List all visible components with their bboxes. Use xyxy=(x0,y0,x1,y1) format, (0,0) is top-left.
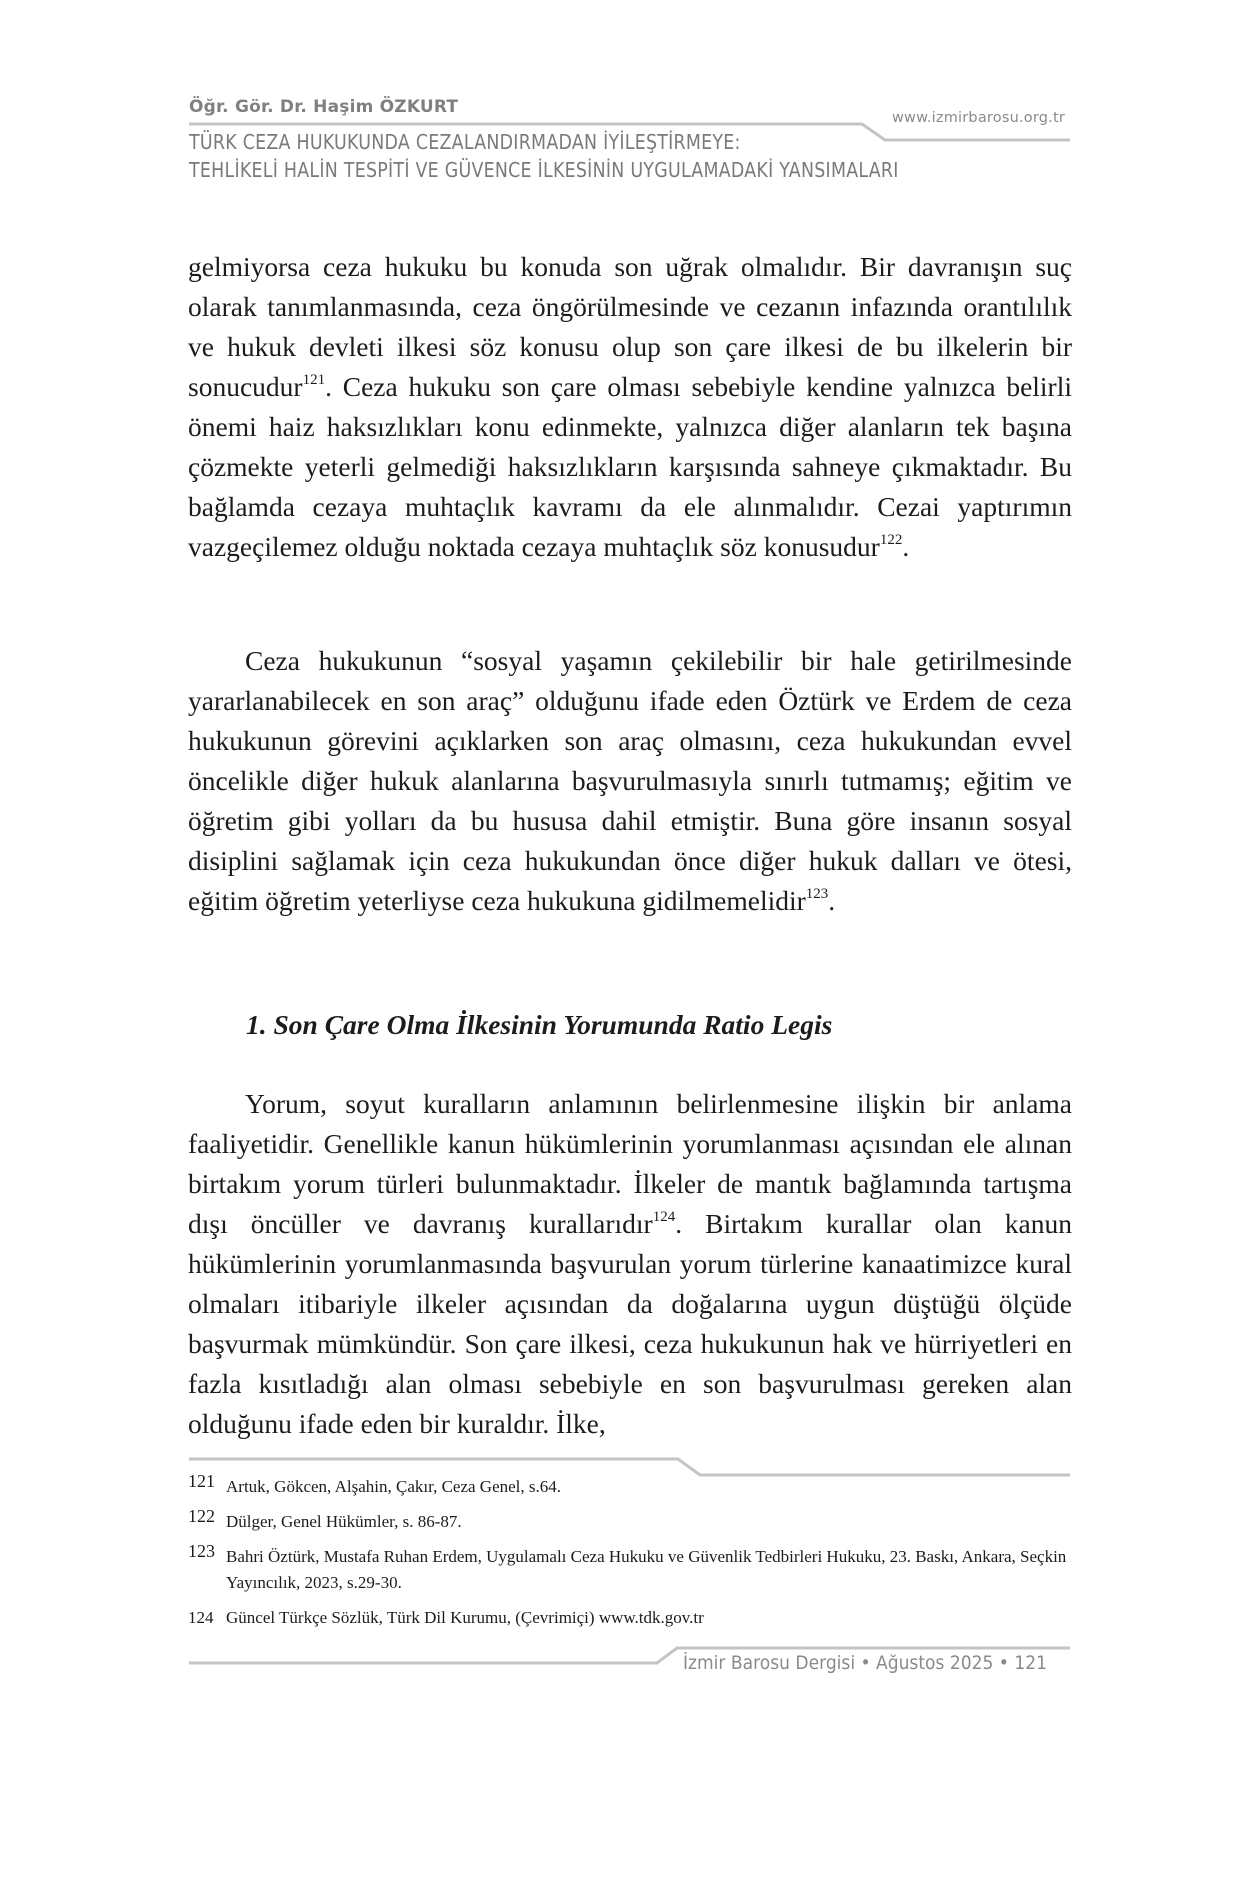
paragraph-text: . Ceza hukuku son çare olması sebebiyle kendine yalnızca belirli önemi haiz haksızlıkları konu edinmekte, yalnızca diğer alanların tek başına çözmekte yeterli gelmediği haksızlıkların karşısında sahneye çıkmaktadır. Bu bağlamda cezaya muhtaçlık kavramı da ele alınmalıdır. Cezai yaptırımın vazgeçilemez olduğu noktada cezaya muhtaçlık söz konusudur xyxy=(188,371,1072,562)
footnote-item xyxy=(188,1506,1072,1535)
paragraph-text: . xyxy=(828,885,836,916)
footnote-item xyxy=(188,1471,1072,1500)
footnote-text: Dülger, Genel Hükümler, s. 86-87. xyxy=(226,1512,462,1531)
footnote-ref-124[interactable]: 124 xyxy=(652,1209,676,1225)
footnote-number: 122 xyxy=(188,1506,215,1526)
paragraph-text: Yorum, soyut kuralların anlamının belirlenmesine ilişkin bir anlama faaliyetidir. Genellikle kanun hükümlerinin yorumlanması açısından ele alınan birtakım yorum türleri bulunmaktadır. İlkeler de mantık bağlamında tartışma dışı öncüller ve davranış kurallarıdır xyxy=(188,1088,1072,1239)
header-title-line2: TEHLİKELİ HALİN TESPİTİ VE GÜVENCE İLKESİNİN UYGULAMADAKİ YANSIMALARI xyxy=(189,158,899,182)
header-author: Öğr. Gör. Dr. Haşim ÖZKURT xyxy=(189,97,459,117)
footnote-item xyxy=(188,1605,1072,1631)
paragraph-text: . Birtakım kurallar olan kanun hükümlerinin yorumlanmasında başvurulan yorum türlerine kanaatimizce kural olmaları itibariyle ilkeler açısından da doğalarına uygun düştüğü ölçüde başvurmak mümkündür. Son çare ilkesi, ceza hukukunun hak ve hürriyetleri en fazla kısıtladığı alan olması sebebiyle en son başvurulması gereken alan olduğunu ifade eden bir kuraldır. İlke, xyxy=(188,1208,1072,1439)
footnote-ref-123[interactable]: 123 xyxy=(805,886,829,902)
paragraph-2 xyxy=(188,641,1072,921)
footnote-text: Bahri Öztürk, Mustafa Ruhan Erdem, Uygulamalı Ceza Hukuku ve Güvenlik Tedbirleri Hukuku, 23. Baskı, Ankara, Seçkin Yayıncılık, 2023, s.29-30. xyxy=(226,1547,1067,1592)
paragraph-1 xyxy=(188,247,1072,567)
paragraph-3 xyxy=(188,1084,1072,1444)
page-footer: İzmir Barosu Dergisi • Ağustos 2025 • 121 xyxy=(683,1652,1047,1674)
paragraph-text: . xyxy=(902,531,910,562)
paragraph-text: gelmiyorsa ceza hukuku bu konuda son uğrak olmalıdır. Bir davranışın suç olarak tanımlanmasında, ceza öngörülmesinde ve cezanın infazında orantılılık ve hukuk devleti ilkesi söz konusu olup son çare ilkesi de bu ilkelerin bir sonucudur xyxy=(188,251,1072,402)
footnotes xyxy=(188,1471,1072,1640)
footnote-text: Artuk, Gökcen, Alşahin, Çakır, Ceza Genel, s.64. xyxy=(226,1477,561,1496)
footnote-number: 121 xyxy=(188,1471,215,1491)
footnote-text: Güncel Türkçe Sözlük, Türk Dil Kurumu, (Çevrimiçi) www.tdk.gov.tr xyxy=(226,1608,704,1627)
section-heading: 1. Son Çare Olma İlkesinin Yorumunda Ratio Legis xyxy=(246,1009,833,1040)
header-title-line1: TÜRK CEZA HUKUKUNDA CEZALANDIRMADAN İYİLEŞTİRMEYE: xyxy=(189,130,741,154)
paragraph-text: Ceza hukukunun “sosyal yaşamın çekilebilir bir hale getirilmesinde yararlanabilecek en son araç” olduğunu ifade eden Öztürk ve Erdem de ceza hukukunun görevini açıklarken son araç olmasını, ceza hukukundan evvel öncelikle diğer hukuk alanlarına başvurulmasıyla sınırlı tutmamış; eğitim ve öğretim gibi yolları da bu hususa dahil etmiştir. Buna göre insanın sosyal disiplini sağlamak için ceza hukukundan önce diğer hukuk dalları ve ötesi, eğitim öğretim yeterliyse ceza hukukuna gidilmemelidir xyxy=(188,645,1072,916)
footnote-separator xyxy=(189,1459,1070,1475)
footnote-item xyxy=(188,1541,1072,1596)
footnote-ref-121[interactable]: 121 xyxy=(302,372,326,388)
header-url: www.izmirbarosu.org.tr xyxy=(892,110,1066,126)
footnote-number: 124 xyxy=(188,1608,214,1627)
footnote-number: 123 xyxy=(188,1541,215,1561)
footnote-ref-122[interactable]: 122 xyxy=(879,532,903,548)
